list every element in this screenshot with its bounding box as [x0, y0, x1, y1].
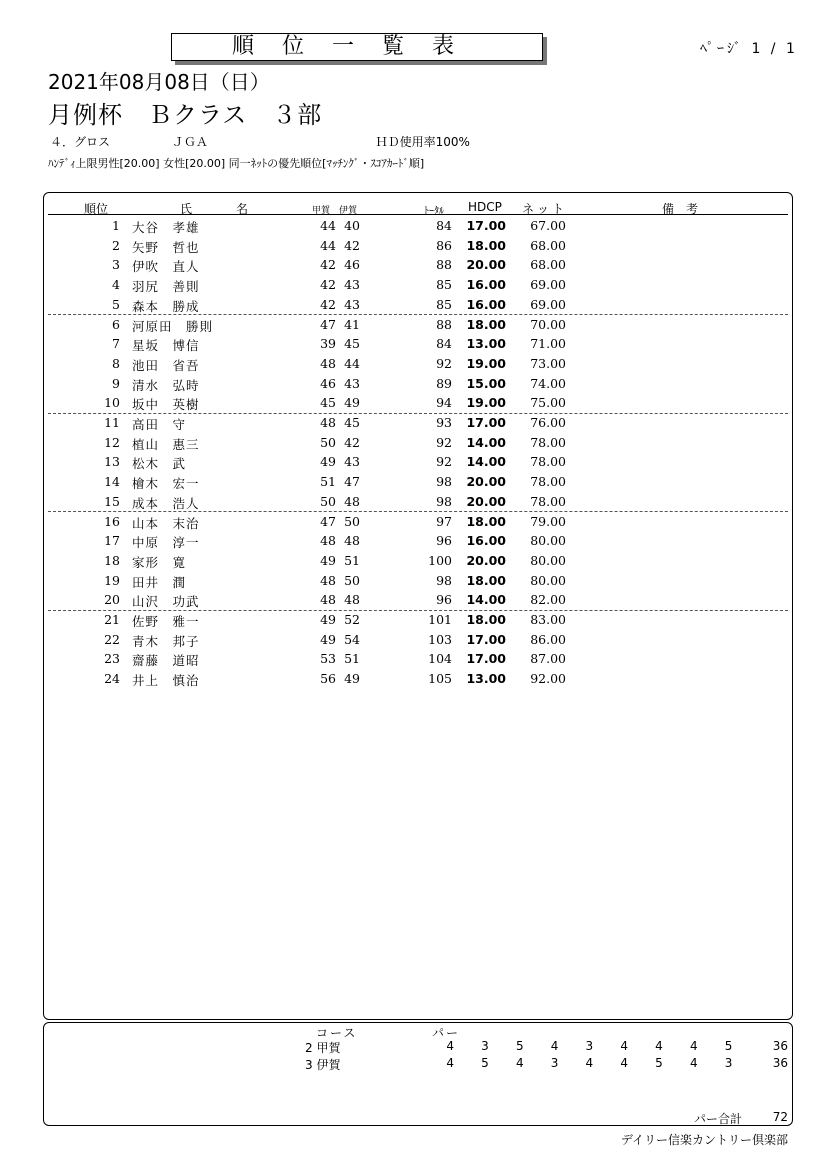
table-row [48, 512, 788, 532]
table-row [48, 255, 788, 275]
table-row [48, 492, 788, 513]
name-cell: 山沢 功武 [132, 594, 200, 610]
iga-score: 43 [344, 454, 360, 470]
koka-score: 45 [320, 395, 336, 411]
table-row [48, 216, 788, 236]
net-score: 86.00 [530, 631, 566, 647]
iga-score: 42 [344, 434, 360, 450]
name-cell: 星坂 博信 [132, 338, 200, 354]
rank-cell: 7 [112, 336, 120, 352]
hole-par: 3 [585, 1039, 594, 1053]
hole-par: 4 [446, 1039, 454, 1053]
hdcp-value: 20.00 [466, 474, 506, 490]
rank-cell: 15 [104, 493, 120, 509]
name-cell: 青木 邦子 [132, 633, 200, 649]
iga-score: 51 [344, 651, 360, 667]
rank-cell: 2 [112, 237, 120, 253]
iga-score: 50 [344, 513, 360, 529]
iga-score: 49 [344, 395, 360, 411]
koka-score: 46 [320, 375, 336, 391]
koka-score: 48 [320, 533, 336, 549]
col-rank-header: 順位 [84, 202, 109, 216]
hole-par: 5 [655, 1056, 663, 1070]
koka-score: 47 [320, 316, 336, 332]
koka-score: 50 [320, 493, 336, 509]
hole-par: 4 [515, 1056, 524, 1070]
name-cell: 坂中 英樹 [132, 397, 200, 413]
koka-score: 53 [320, 651, 336, 667]
iga-score: 52 [344, 612, 360, 627]
rank-cell: 19 [104, 572, 120, 588]
iga-score: 44 [344, 355, 360, 371]
hole-par: 4 [585, 1056, 594, 1070]
name-cell: 羽尻 善則 [132, 279, 200, 295]
table-row [48, 551, 788, 571]
iga-score: 54 [344, 631, 360, 647]
iga-score: 45 [344, 336, 360, 352]
net-score: 87.00 [530, 651, 566, 667]
net-score: 78.00 [530, 434, 566, 450]
rank-cell: 14 [104, 474, 120, 490]
iga-score: 42 [344, 237, 360, 253]
course-par-total: 36 [772, 1039, 788, 1053]
hdcp-value: 17.00 [466, 651, 506, 667]
iga-score: 51 [344, 552, 360, 568]
col-koka-header: 甲賀 [312, 206, 331, 216]
iga-score: 50 [344, 572, 360, 588]
koka-score: 42 [320, 257, 336, 273]
rank-cell: 8 [112, 355, 120, 371]
hole-par: 5 [481, 1056, 489, 1070]
hole-par: 3 [481, 1039, 489, 1053]
rank-cell: 1 [112, 218, 120, 233]
hole-par: 4 [620, 1056, 628, 1070]
hdcp-value: 13.00 [466, 671, 506, 687]
hole-par: 4 [689, 1056, 698, 1070]
rank-cell: 4 [112, 277, 120, 293]
table-row [48, 630, 788, 650]
name-cell: 家形 寛 [132, 554, 187, 570]
total-score: 92 [436, 454, 452, 470]
total-score: 88 [436, 316, 452, 332]
name-cell: 田井 潤 [132, 574, 187, 590]
iga-score: 43 [344, 296, 360, 312]
koka-score: 49 [320, 631, 336, 647]
koka-score: 48 [320, 592, 336, 608]
name-cell: 高田 守 [132, 417, 187, 432]
col-iga-header: 伊賀 [339, 206, 358, 216]
rank-cell: 24 [104, 671, 120, 687]
table-row [48, 413, 788, 433]
koka-score: 49 [320, 552, 336, 568]
net-score: 80.00 [530, 572, 566, 588]
net-score: 73.00 [530, 355, 566, 371]
hdcp-value: 16.00 [466, 296, 506, 312]
iga-score: 48 [344, 493, 360, 509]
table-row [48, 669, 788, 689]
total-score: 88 [436, 257, 452, 273]
iga-score: 43 [344, 375, 360, 391]
rank-cell: 22 [104, 631, 120, 647]
koka-score: 44 [320, 237, 336, 253]
net-score: 83.00 [530, 612, 566, 627]
total-score: 86 [436, 237, 452, 253]
iga-score: 47 [344, 474, 360, 490]
total-score: 97 [436, 513, 452, 529]
koka-score: 49 [320, 612, 336, 627]
name-cell: 山本 末治 [132, 515, 200, 531]
iga-score: 45 [344, 415, 360, 430]
iga-score: 46 [344, 257, 360, 273]
hole-par: 4 [446, 1056, 454, 1070]
net-score: 67.00 [530, 218, 566, 233]
hdcp-value: 13.00 [466, 336, 506, 352]
table-row [48, 334, 788, 354]
iga-score: 40 [344, 218, 360, 233]
koka-score: 48 [320, 355, 336, 371]
total-score: 103 [428, 631, 452, 647]
table-row [48, 236, 788, 256]
course-name: 3 伊賀 [305, 1058, 341, 1072]
name-cell: 池田 省吾 [132, 357, 200, 373]
total-score: 92 [436, 434, 452, 450]
rank-cell: 16 [104, 513, 120, 529]
koka-score: 48 [320, 415, 336, 430]
rank-cell: 17 [104, 533, 120, 549]
koka-score: 49 [320, 454, 336, 470]
koka-score: 47 [320, 513, 336, 529]
total-score: 89 [436, 375, 452, 391]
net-score: 79.00 [530, 513, 566, 529]
name-cell: 森本 勝成 [132, 298, 200, 314]
table-row [48, 354, 788, 374]
koka-score: 42 [320, 296, 336, 312]
hdcp-value: 19.00 [466, 395, 506, 411]
table-row [48, 472, 788, 492]
net-score: 78.00 [530, 474, 566, 490]
net-score: 69.00 [530, 296, 566, 312]
name-cell: 松木 武 [132, 456, 187, 472]
rank-cell: 6 [112, 316, 120, 332]
net-score: 76.00 [530, 415, 566, 430]
net-score: 80.00 [530, 533, 566, 549]
koka-score: 48 [320, 572, 336, 588]
hdcp-value: 18.00 [466, 513, 506, 529]
hdcp-value: 19.00 [466, 355, 506, 371]
association: ＪＧＡ [171, 135, 208, 149]
rank-cell: 9 [112, 375, 120, 391]
name-cell: 伊吹 直人 [132, 259, 200, 275]
total-score: 94 [436, 395, 452, 411]
table-row [48, 649, 788, 669]
koka-score: 50 [320, 434, 336, 450]
total-score: 96 [436, 592, 452, 608]
total-score: 84 [436, 336, 452, 352]
rank-cell: 21 [104, 612, 120, 627]
club-name: デイリー信楽カントリー倶楽部 [620, 1133, 788, 1147]
koka-score: 42 [320, 277, 336, 293]
net-score: 70.00 [530, 316, 566, 332]
hdcp-value: 18.00 [466, 237, 506, 253]
table-row [48, 571, 788, 591]
rank-cell: 13 [104, 454, 120, 470]
total-score: 96 [436, 533, 452, 549]
header-divider [48, 214, 788, 215]
col-net-header: ネット [522, 202, 568, 216]
col-total-header: ﾄｰﾀﾙ [424, 206, 444, 217]
total-score: 93 [436, 415, 452, 430]
total-score: 85 [436, 296, 452, 312]
total-score: 104 [428, 651, 452, 667]
net-score: 69.00 [530, 277, 566, 293]
net-score: 92.00 [530, 671, 566, 687]
hole-par: 4 [620, 1039, 628, 1053]
total-score: 92 [436, 355, 452, 371]
hdcp-value: 18.00 [466, 316, 506, 332]
table-row [48, 610, 788, 630]
hdcp-value: 15.00 [466, 375, 506, 391]
total-score: 100 [428, 552, 452, 568]
par-total-value: 72 [772, 1110, 788, 1124]
rank-cell: 20 [104, 592, 120, 608]
rank-cell: 12 [104, 434, 120, 450]
hdcp-value: 20.00 [466, 552, 506, 568]
hdcp-value: 17.00 [466, 631, 506, 647]
hole-par: 4 [550, 1039, 559, 1053]
rank-cell: 3 [112, 257, 120, 273]
col-remarks-header: 備 考 [662, 202, 699, 216]
total-score: 85 [436, 277, 452, 293]
handicap-note: ﾊﾝﾃﾞｨ上限男性[20.00] 女性[20.00] 同一ﾈｯﾄの優先順位[ﾏｯﾁﾝｸﾞ・ｽｺｱｶｰﾄﾞ順] [48, 157, 425, 170]
col-name-header: 氏 名 [180, 202, 251, 216]
name-cell: 齋藤 道昭 [132, 653, 200, 669]
hdcp-value: 14.00 [466, 592, 506, 608]
table-row [48, 433, 788, 453]
iga-score: 48 [344, 592, 360, 608]
name-cell: 佐野 雅一 [132, 614, 200, 629]
event-title: 月例杯 Ｂクラス ３部 [48, 101, 323, 129]
hdcp-value: 20.00 [466, 493, 506, 509]
name-cell: 清水 弘時 [132, 377, 200, 393]
table-row [48, 531, 788, 551]
hdcp-value: 14.00 [466, 454, 506, 470]
table-row [48, 374, 788, 394]
name-cell: 大谷 孝雄 [132, 220, 200, 235]
koka-score: 56 [320, 671, 336, 687]
hdcp-value: 18.00 [466, 612, 506, 627]
name-cell: 植山 惠三 [132, 436, 200, 452]
net-score: 74.00 [530, 375, 566, 391]
hd-usage-rate: ＨＤ使用率100% [375, 135, 470, 149]
hole-par: 4 [689, 1039, 698, 1053]
rank-cell: 5 [112, 296, 120, 312]
hole-par: 3 [724, 1056, 733, 1070]
hdcp-value: 17.00 [466, 415, 506, 430]
rank-cell: 10 [104, 395, 120, 411]
name-cell: 井上 慎治 [132, 673, 200, 689]
iga-score: 41 [344, 316, 360, 332]
course-name: 2 甲賀 [305, 1041, 341, 1055]
report-title: 順位一覧表 [171, 33, 543, 61]
table-row [48, 452, 788, 472]
hdcp-value: 16.00 [466, 277, 506, 293]
score-format: ４．グロス [50, 135, 111, 149]
net-score: 80.00 [530, 552, 566, 568]
net-score: 78.00 [530, 454, 566, 470]
page-indicator: ﾍﾟｰｼﾞ 1 / 1 [700, 41, 798, 57]
hdcp-value: 18.00 [466, 572, 506, 588]
total-score: 98 [436, 493, 452, 509]
rank-cell: 18 [104, 552, 120, 568]
table-row [48, 295, 788, 316]
koka-score: 39 [320, 336, 336, 352]
col-hdcp-header: HDCP [468, 200, 502, 214]
koka-score: 44 [320, 218, 336, 233]
par-total-label: パー合計 [694, 1112, 743, 1126]
table-row [48, 275, 788, 295]
hole-par: 5 [724, 1039, 733, 1053]
hdcp-value: 14.00 [466, 434, 506, 450]
net-score: 82.00 [530, 592, 566, 608]
total-score: 105 [428, 671, 452, 687]
name-cell: 成本 浩人 [132, 495, 200, 511]
total-score: 98 [436, 474, 452, 490]
rank-cell: 23 [104, 651, 120, 667]
course-panel [43, 1022, 793, 1126]
format-line [50, 133, 470, 150]
total-score: 101 [428, 612, 452, 627]
iga-score: 48 [344, 533, 360, 549]
name-cell: 矢野 哲也 [132, 239, 200, 255]
hdcp-value: 17.00 [466, 218, 506, 233]
rank-cell: 11 [104, 415, 120, 430]
hole-par: 5 [515, 1039, 524, 1053]
table-row [48, 315, 788, 335]
iga-score: 43 [344, 277, 360, 293]
total-score: 98 [436, 572, 452, 588]
event-date: 2021年08月08日（日） [48, 70, 270, 94]
hdcp-value: 20.00 [466, 257, 506, 273]
net-score: 68.00 [530, 257, 566, 273]
par-label: パー [432, 1026, 461, 1040]
hdcp-value: 16.00 [466, 533, 506, 549]
total-score: 84 [436, 218, 452, 233]
name-cell: 中原 淳一 [132, 535, 200, 551]
net-score: 75.00 [530, 395, 566, 411]
net-score: 78.00 [530, 493, 566, 509]
iga-score: 49 [344, 671, 360, 687]
hole-par: 4 [655, 1039, 663, 1053]
net-score: 71.00 [530, 336, 566, 352]
name-cell: 檜木 宏一 [132, 476, 200, 492]
name-cell: 河原田 勝則 [132, 318, 214, 334]
course-label: コース [316, 1026, 358, 1040]
table-row [48, 590, 788, 611]
course-par-total: 36 [772, 1056, 788, 1070]
koka-score: 51 [320, 474, 336, 490]
table-row [48, 393, 788, 414]
net-score: 68.00 [530, 237, 566, 253]
hole-par: 3 [550, 1056, 559, 1070]
